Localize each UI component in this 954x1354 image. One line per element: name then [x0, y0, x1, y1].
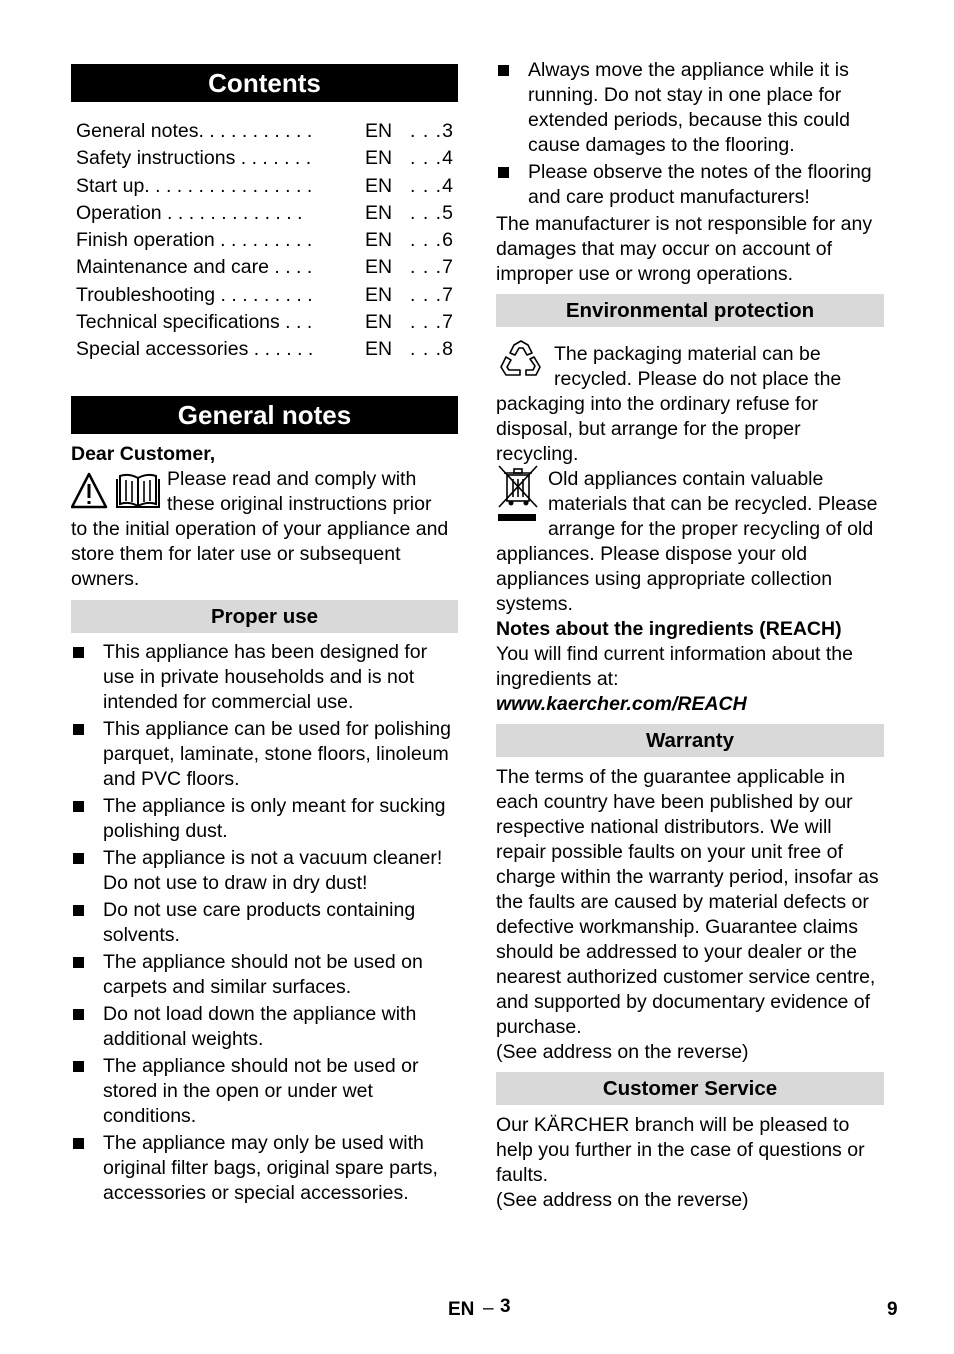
usage-notes-list [496, 58, 884, 210]
customer-service-note: (See address on the reverse) [496, 1189, 749, 1211]
general-notes-heading: General notes [71, 396, 458, 434]
intro-rest: to the initial operation of your appliance and store them for later use or subsequent owners. [71, 517, 449, 590]
toc-entry[interactable] [76, 145, 458, 172]
greeting: Dear Customer, [71, 442, 216, 465]
footer-language: EN [448, 1299, 475, 1320]
left-column [71, 58, 458, 1208]
toc-entry[interactable] [76, 336, 458, 363]
toc-entry-language: EN [365, 120, 393, 142]
customer-service-text: Our KÄRCHER branch will be pleased to help you further in the case of questions or faults. [496, 1114, 865, 1186]
toc-entry-language: EN [365, 229, 393, 252]
toc-entry-language: EN [365, 147, 393, 170]
list-item: This appliance can be used for polishing parquet, laminate, stone floors, linoleum and PVC floors. [71, 717, 458, 792]
manufacturer-disclaimer: The manufacturer is not responsible for any damages that may occur on account of improper use or wrong operations. [496, 213, 873, 285]
packaging-text: The packaging material can be recycled. Please do not place the packaging into the ordinary refuse for disposal, but arrange for the proper recycling. [496, 343, 842, 465]
toc-entry[interactable] [76, 118, 458, 145]
environmental-heading: Environmental protection [496, 294, 884, 327]
toc-entry-title: General notes. . . . . . . . . . . [76, 120, 313, 142]
list-item: The appliance should not be used or stored in the open or under wet conditions. [71, 1054, 458, 1129]
toc-entry-title: Safety instructions . . . . . . . [76, 147, 312, 170]
toc-entry[interactable] [76, 282, 458, 309]
footer-section-page: 3 [500, 1296, 511, 1317]
warranty-note: (See address on the reverse) [496, 1041, 749, 1063]
intro-block [71, 467, 458, 592]
list-item: Please observe the notes of the flooring and care product manufacturers! [496, 160, 884, 210]
packaging-block [496, 342, 884, 467]
toc-entry-title: Maintenance and care . . . . [76, 256, 313, 279]
reach-text: You will find current information about the ingredients at: [496, 643, 853, 690]
toc-entry-page: . . .8 [410, 338, 454, 361]
warranty-heading: Warranty [496, 724, 884, 757]
old-appliances-block [496, 467, 884, 617]
toc-entry[interactable] [76, 309, 458, 336]
footer-dash: – [483, 1298, 494, 1319]
recycling-icon [496, 339, 546, 383]
toc-entry-language: EN [365, 201, 393, 224]
toc-entry-page: . . .6 [410, 229, 454, 252]
list-item: The appliance may only be used with original filter bags, original spare parts, accessories or special accessories. [71, 1131, 458, 1206]
list-item: Do not load down the appliance with additional weights. [71, 1002, 458, 1052]
list-item: The appliance is only meant for sucking polishing dust. [71, 794, 458, 844]
toc-entry-language: EN [365, 311, 393, 334]
table-of-contents [71, 118, 458, 364]
toc-entry-page: . . .5 [410, 201, 454, 224]
toc-entry-language: EN [365, 174, 393, 197]
list-item: Always move the appliance while it is running. Do not stay in one place for extended periods, because this could cause damages to the flooring. [496, 58, 884, 158]
page-number: 9 [887, 1299, 898, 1320]
warranty-text: The terms of the guarantee applicable in each country have been published by our respective national distributors. We will repair possible faults on your unit free of charge within the warranty period, insofar as the faults are caused by material defects or defective workmanship. Guarantee claims should be addressed to your dealer or the nearest authorized customer service centre, and supported by documentary evidence of purchase. [496, 766, 879, 1038]
toc-entry[interactable] [76, 173, 458, 200]
warning-triangle-icon [71, 471, 163, 511]
toc-entry-language: EN [365, 256, 393, 279]
toc-entry-language: EN [365, 338, 393, 361]
toc-entry-page: . . .4 [410, 174, 454, 197]
reach-heading: Notes about the ingredients (REACH) [496, 618, 842, 640]
warning-icons [71, 471, 163, 515]
toc-entry-page: . . .7 [410, 283, 454, 306]
toc-entry[interactable] [76, 227, 458, 254]
customer-service-heading: Customer Service [496, 1072, 884, 1105]
toc-entry-page: . . .3 [410, 120, 454, 142]
list-item: This appliance has been designed for use in private households and is not intended for commercial use. [71, 640, 458, 715]
list-item: The appliance should not be used on carpets and similar surfaces. [71, 950, 458, 1000]
toc-entry-title: Technical specifications . . . [76, 311, 313, 334]
manual-book-icon [117, 475, 159, 507]
toc-entry-title: Troubleshooting . . . . . . . . . [76, 283, 313, 306]
toc-entry-page: . . .4 [410, 147, 454, 170]
contents-heading: Contents [71, 64, 458, 102]
toc-entry-title: Finish operation . . . . . . . . . [76, 229, 313, 252]
intro-line-1: Please read and comply with [167, 467, 417, 490]
right-column [496, 58, 884, 1213]
crossed-bin-icon [496, 463, 542, 525]
proper-use-heading: Proper use [71, 600, 458, 633]
toc-entry-title: Start up. . . . . . . . . . . . . . . . [76, 174, 313, 197]
toc-entry[interactable] [76, 200, 458, 227]
intro-line-2: these original instructions prior [167, 492, 432, 515]
toc-entry-title: Operation . . . . . . . . . . . . . [76, 201, 303, 224]
toc-entry[interactable] [76, 254, 458, 281]
list-item: The appliance is not a vacuum cleaner! Do not use to draw in dry dust! [71, 846, 458, 896]
list-item: Do not use care products containing solvents. [71, 898, 458, 948]
reach-link[interactable]: www.kaercher.com/REACH [496, 693, 747, 715]
toc-entry-title: Special accessories . . . . . . [76, 338, 314, 361]
toc-entry-page: . . .7 [410, 311, 454, 334]
toc-entry-language: EN [365, 283, 393, 306]
toc-entry-page: . . .7 [410, 256, 454, 279]
proper-use-list [71, 640, 458, 1206]
old-appliances-text: Old appliances contain valuable materials that can be recycled. Please arrange for the proper recycling of old appliances. Please dispose your old appliances using appropriate collection systems. [496, 468, 878, 615]
